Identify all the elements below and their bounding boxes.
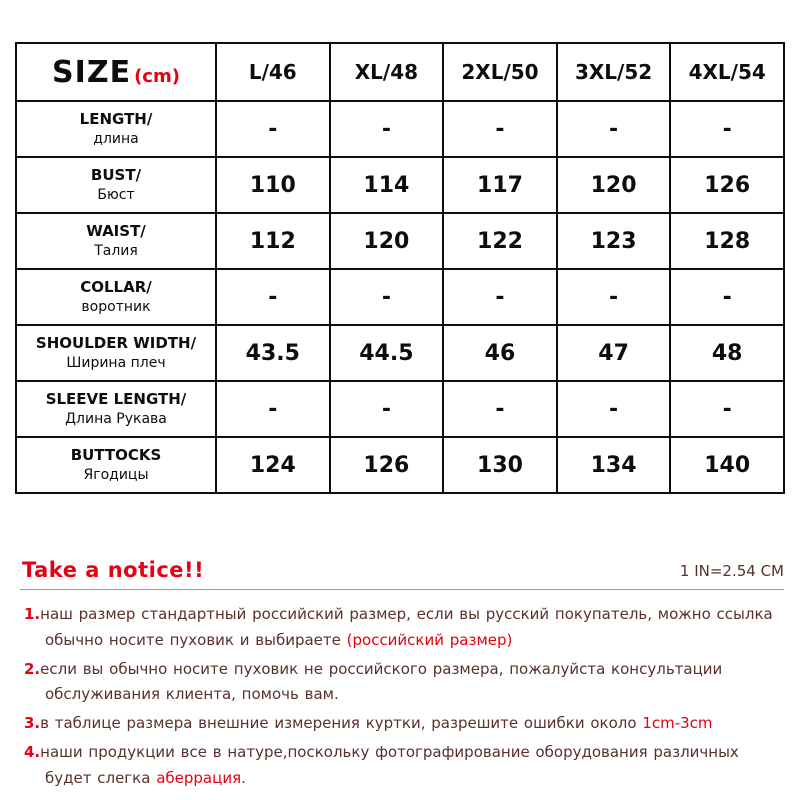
size-value-cell: 117 xyxy=(443,157,557,213)
size-value-cell: 130 xyxy=(443,437,557,493)
size-value-cell: - xyxy=(443,269,557,325)
note-text: наш размер стандартный российский размер, если вы русский покупатель, можно ссылка обычно носите пуховик и выбираете xyxy=(40,605,773,649)
size-value-cell: - xyxy=(557,101,671,157)
size-value-cell: - xyxy=(557,381,671,437)
size-value-cell: - xyxy=(670,381,784,437)
unit-label: (cm) xyxy=(134,65,180,87)
size-value-cell: 110 xyxy=(216,157,330,213)
size-value-cell: - xyxy=(443,101,557,157)
column-header-4xl54: 4XL/54 xyxy=(670,43,784,101)
row-label-en: BUTTOCKS xyxy=(70,446,162,465)
size-value-cell: - xyxy=(670,269,784,325)
row-label-ru: Длина Рукава xyxy=(65,410,167,427)
unit-conversion-label: 1 IN=2.54 CM xyxy=(679,562,784,580)
table-header-row xyxy=(16,43,784,101)
divider-line xyxy=(20,589,784,590)
note-item-2 xyxy=(24,657,782,709)
row-label-collar xyxy=(16,269,216,325)
row-label-en: COLLAR/ xyxy=(80,278,152,297)
table-row-buttocks xyxy=(16,437,784,493)
size-value-cell: - xyxy=(216,381,330,437)
note-item-1 xyxy=(24,602,782,654)
row-label-ru: Талия xyxy=(94,242,138,259)
size-value-cell: 47 xyxy=(557,325,671,381)
note-number: 1. xyxy=(24,605,41,623)
note-highlight: 1cm-3cm xyxy=(642,714,713,733)
size-value-cell: 46 xyxy=(443,325,557,381)
column-header-2xl50: 2XL/50 xyxy=(443,43,557,101)
size-value-cell: - xyxy=(670,101,784,157)
note-item-3 xyxy=(24,711,782,737)
notice-header xyxy=(22,558,784,582)
size-value-cell: - xyxy=(330,269,444,325)
size-value-cell: 43.5 xyxy=(216,325,330,381)
size-value-cell: 122 xyxy=(443,213,557,269)
row-label-buttocks xyxy=(16,437,216,493)
table-row-sleeve-length xyxy=(16,381,784,437)
size-value-cell: 140 xyxy=(670,437,784,493)
size-header-cell xyxy=(16,43,216,101)
row-label-bust xyxy=(16,157,216,213)
row-label-shoulder-width xyxy=(16,325,216,381)
size-value-cell: - xyxy=(443,381,557,437)
size-value-cell: - xyxy=(330,101,444,157)
size-value-cell: - xyxy=(557,269,671,325)
note-highlight: аберрация. xyxy=(156,768,246,787)
size-value-cell: 44.5 xyxy=(330,325,444,381)
size-value-cell: 48 xyxy=(670,325,784,381)
column-header-xl48: XL/48 xyxy=(330,43,444,101)
size-label: SIZE xyxy=(52,54,132,90)
note-number: 3. xyxy=(24,714,41,733)
table-row-waist xyxy=(16,213,784,269)
table-row-length xyxy=(16,101,784,157)
row-label-en: SHOULDER WIDTH/ xyxy=(35,334,197,353)
size-value-cell: 120 xyxy=(557,157,671,213)
size-value-cell: 126 xyxy=(670,157,784,213)
size-value-cell: 112 xyxy=(216,213,330,269)
notice-notes xyxy=(24,602,782,792)
size-value-cell: 120 xyxy=(330,213,444,269)
table-row-bust xyxy=(16,157,784,213)
size-value-cell: 114 xyxy=(330,157,444,213)
note-item-4 xyxy=(24,740,782,792)
notice-title: Take a notice!! xyxy=(22,558,205,582)
row-label-en: WAIST/ xyxy=(86,222,146,241)
note-number: 2. xyxy=(24,659,41,678)
note-number: 4. xyxy=(24,742,41,761)
row-label-ru: воротник xyxy=(81,298,151,315)
size-chart-table xyxy=(15,42,785,494)
column-header-3xl52: 3XL/52 xyxy=(557,43,671,101)
row-label-ru: Ягодицы xyxy=(83,466,149,483)
note-highlight: (российский размер) xyxy=(346,630,513,649)
row-label-ru: Бюст xyxy=(97,186,135,203)
note-text: если вы обычно носите пуховик не российского размера, пожалуйста консультации обслуживания клиента, помочь вам. xyxy=(40,659,723,704)
size-value-cell: 128 xyxy=(670,213,784,269)
row-label-ru: длина xyxy=(93,130,139,147)
note-text: наши продукции все в натуре,поскольку фотографирование оборудования различных будет слегка xyxy=(40,742,739,787)
note-text: в таблице размера внешние измерения куртки, разрешите ошибки около xyxy=(40,714,643,733)
size-value-cell: 126 xyxy=(330,437,444,493)
column-header-l46: L/46 xyxy=(216,43,330,101)
row-label-en: LENGTH/ xyxy=(79,110,153,129)
row-label-en: SLEEVE LENGTH/ xyxy=(45,390,187,409)
row-label-ru: Ширина плеч xyxy=(66,354,166,371)
row-label-waist xyxy=(16,213,216,269)
table-row-collar xyxy=(16,269,784,325)
row-label-en: BUST/ xyxy=(90,166,142,185)
size-value-cell: 124 xyxy=(216,437,330,493)
size-value-cell: - xyxy=(216,101,330,157)
row-label-sleeve-length xyxy=(16,381,216,437)
table-row-shoulder-width xyxy=(16,325,784,381)
size-value-cell: 134 xyxy=(557,437,671,493)
row-label-length xyxy=(16,101,216,157)
size-value-cell: - xyxy=(330,381,444,437)
size-value-cell: 123 xyxy=(557,213,671,269)
size-value-cell: - xyxy=(216,269,330,325)
